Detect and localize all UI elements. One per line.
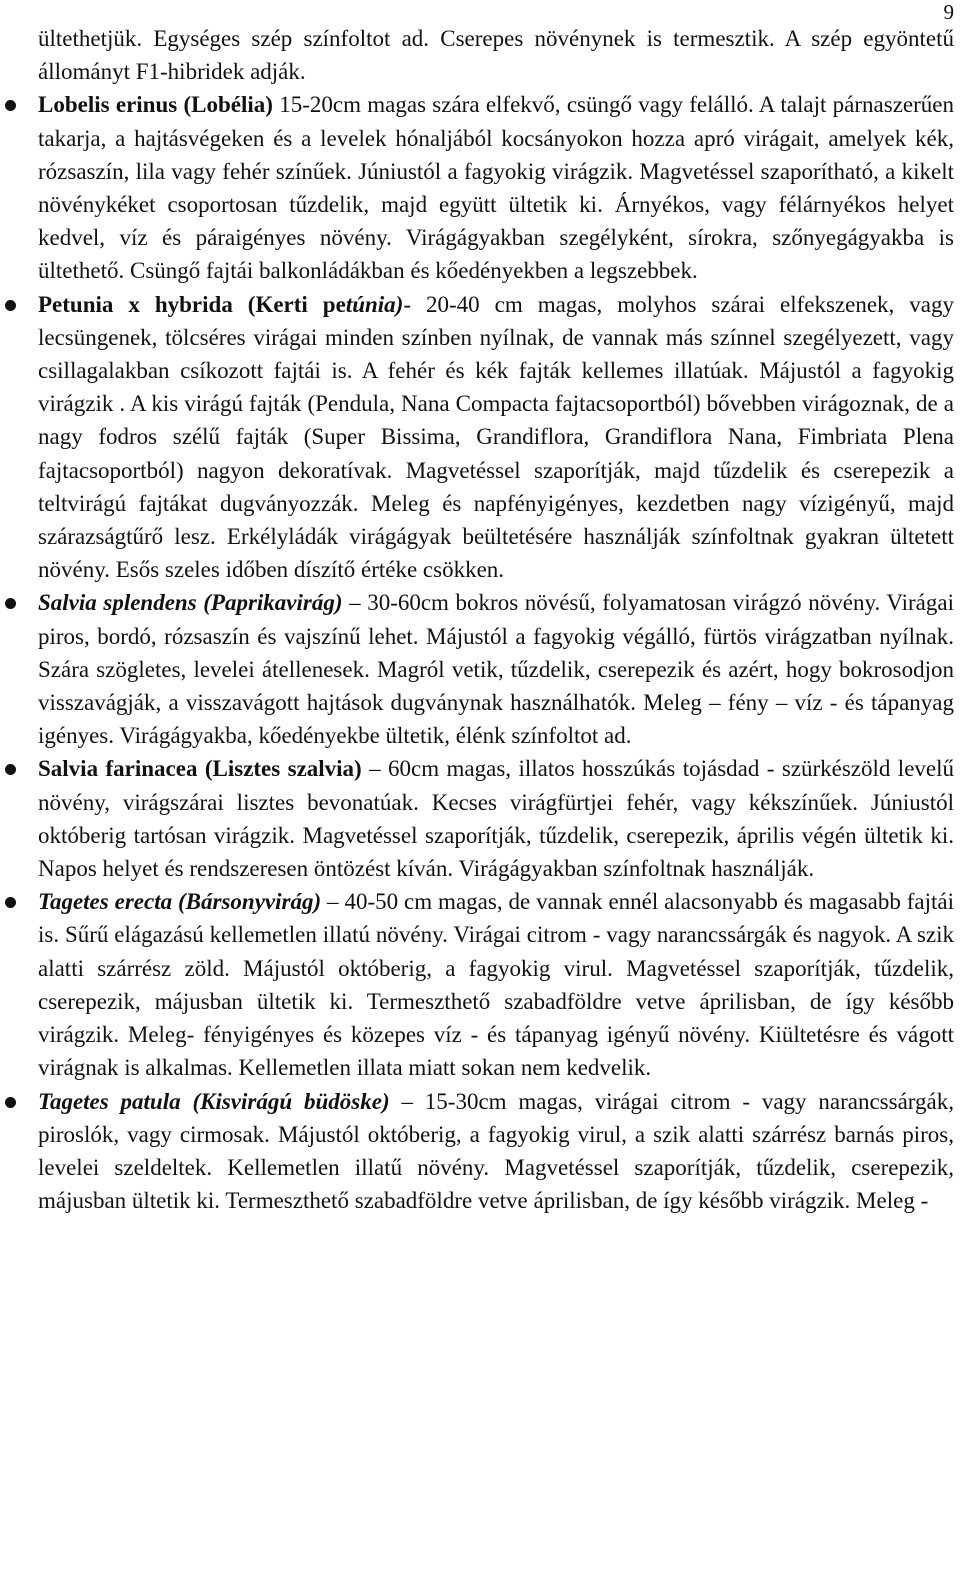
plant-name-latin: Tagetes erecta	[38, 889, 173, 915]
plant-name-latin: Salvia farinacea	[38, 756, 198, 782]
plant-description: - 20-40 cm magas, molyhos szárai elfekszenek, vagy lecsüngenek, tölcséres virágai minden színben nyílnak, de vannak más színnel szegélyezett, vagy csillagalakban csíkozott fajtái is. A fehér és kék fajták kellemes illatúak. Májustól a fagyokig virágzik . A kis virágú fajták (Pendula, Nana Compacta fajtacsoportból) bővebben virágoznak, de a nagy fodros szélű fajták (Super Bissima, Grandiflora, Grandiflora Nana, Fimbriata Plena fajtacsoportból) nagyon dekoratívak. Magvetéssel szaporítják, majd tűzdelik és cserepezik a teltvirágú fajtákat dugványozzák. Meleg és napfényigényes, kezdetben nagy vízigényű, majd szárazságtűrő lesz. Erkélyládák virágágyak beültetésére használják színfoltnak gyakran ültetett növény. Esős szeles időben díszítő értéke csökken.	[38, 291, 954, 583]
plant-name-common: (Kisvirágú büdöske)	[180, 1088, 390, 1114]
plant-description: – 60cm magas, illatos hosszúkás tojásdad - szürkészöld levelű növény, virágszárai lisztes bevonatúak. Kecses virágfürtjei fehér, vagy kékszínűek. Júniustól októberig tartósan virágzik. Magvetéssel szaporítják, tűzdelik, cserepezik, április végén ültetik ki. Napos helyet és rendszeresen öntözést kíván. Virágágyakban színfoltnak használják.	[38, 756, 955, 882]
bullet-icon	[5, 764, 16, 775]
bullet-icon	[5, 897, 16, 908]
plant-description: – 40-50 cm magas, de vannak ennél alacsonyabb és magasabb fajtái is. Sűrű elágazású kellemetlen illatú növény. Virágai citrom - vagy narancssárgák és nagyok. A szik alatti szárrész zöld. Májustól októberig, a fagyokig virul. Magvetéssel szaporítják, tűzdelik, cserepezik, májusban ültetik ki. Termeszthető szabadföldre vetve áprilisban, de így később virágzik. Meleg- fényigényes és közepes víz - és tápanyag igényű növény. Kiültetésre és vágott virágnak is alkalmas. Kellemetlen illata miatt sokan nem kedvelik.	[38, 889, 954, 1081]
plant-name-common: (Bársonyvirág)	[172, 889, 322, 915]
intro-paragraph: ültethetjük. Egységes szép színfoltot ad. Cserepes növénynek is termesztik. A szép egyöntetű állományt F1-hibridek adják.	[38, 26, 954, 85]
bullet-icon	[5, 300, 16, 311]
document-body	[38, 22, 954, 1217]
plant-entry-tagetes-patula	[38, 1085, 954, 1218]
plant-name-latin: Salvia splendens	[38, 590, 197, 616]
plant-entry-salvia-splendens	[38, 586, 954, 752]
plant-description: – 15-30cm magas, virágai citrom - vagy narancssárgák, piroslók, vagy cirmosak. Májustól októberig, a fagyokig virul, a szik alatti szárrész barnás piros, levelei szeldeltek. Kellemetlen illatű növény. Magvetéssel szaporítják, tűzdelik, cserepezik, májusban ültetik ki. Termeszthető szabadföldre vetve áprilisban, de így később virágzik. Meleg -	[38, 1088, 954, 1214]
plant-name-common: (Lobélia)	[177, 92, 273, 118]
plant-entry-petunia	[38, 288, 954, 587]
plant-description: 15-20cm magas szára elfekvő, csüngő vagy felálló. A talajt párnaszerűen takarja, a hajtásvégeken és a levelek hónaljából kocsányokon hozza apró virágait, amelyek kék, rózsaszín, lila vagy fehér színűek. Júniustól a fagyokig virágzik. Magvetéssel szaporítható, a kikelt növénykéket csoportosan tűzdelik, majd együtt ültetik ki. Árnyékos, vagy félárnyékos helyet kedvel, víz és páraigényes növény. Virágágyakban szegélyként, sírokra, szőnyegágyakba is ültethető. Csüngő fajtái balkonládákban és kőedényekben a legszebbek.	[38, 92, 954, 284]
bullet-icon	[5, 100, 16, 111]
bullet-icon	[5, 598, 16, 609]
plant-entry-lobelia	[38, 88, 954, 287]
plant-description: – 30-60cm bokros növésű, folyamatosan virágzó növény. Virágai piros, bordó, rózsaszín és vajszínű lehet. Májustól a fagyokig végálló, fürtös virágzatban nyílnak. Szára szögletes, levelei átellenesek. Magról vetik, tűzdelik, cserepezik és azért, hogy bokrosodjon visszavágják, a visszavágott hajtások dugványnak használhatók. Meleg – fény – víz - és tápanyag igényes. Virágágyakba, kőedényekbe ültetik, élénk színfoltot ad.	[38, 590, 954, 749]
plant-name-latin: Tagetes patula	[38, 1088, 181, 1114]
plant-name-latin: Lobelis erinus	[38, 92, 178, 118]
bullet-icon	[5, 1097, 16, 1108]
plant-entry-salvia-farinacea	[38, 752, 954, 885]
plant-name-common: (Paprikavirág)	[196, 590, 343, 616]
page-number: 9	[943, 0, 954, 24]
plant-name-common: túnia)	[345, 291, 404, 317]
plant-entry-tagetes-erecta	[38, 885, 954, 1084]
plant-name-common: (Lisztes szalvia)	[197, 756, 362, 782]
plant-name-latin: Petunia x hybrida (Kerti pe	[38, 291, 346, 317]
